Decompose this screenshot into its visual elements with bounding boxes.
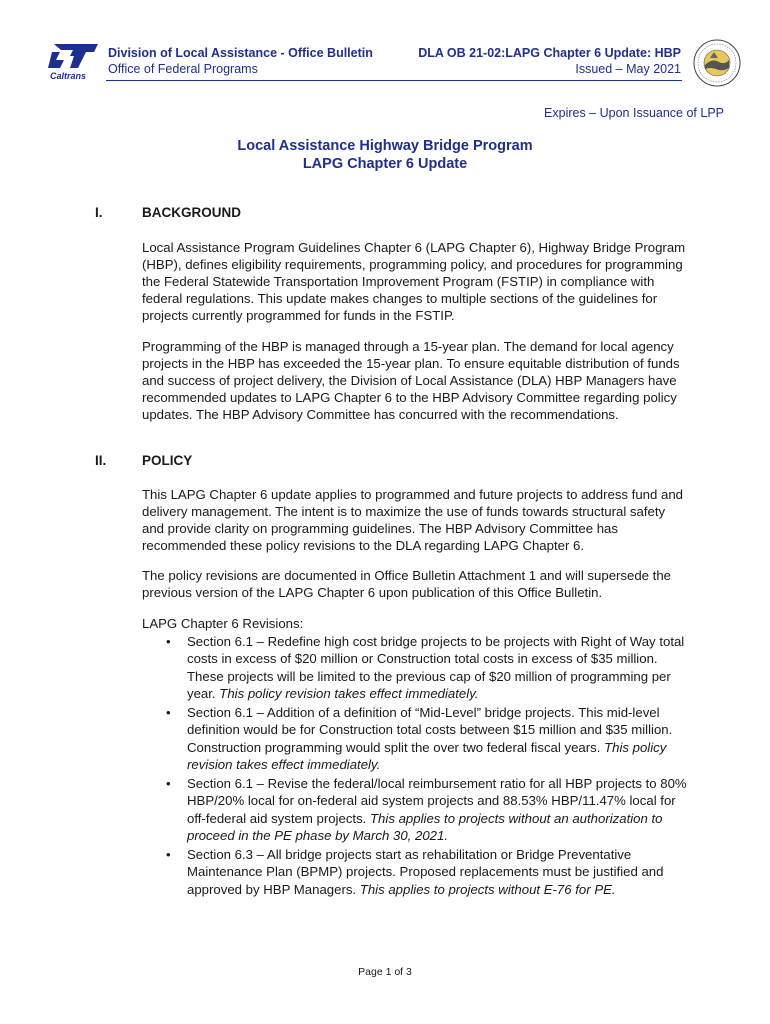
policy-paragraph-2: The policy revisions are documented in Office Bulletin Attachment 1 and will supersede the previous version of the LAPG Chapter 6 upon publication of this Office Bulletin. [142,568,672,600]
page-number: Page 1 of 3 [358,966,412,978]
bulletin-division: Division of Local Assistance - Office Bulletin [108,46,373,60]
header-right [418,45,681,77]
issued-date: Issued – May 2021 [575,62,681,76]
revision-effective-note: This applies to projects without E-76 for PE. [359,881,616,897]
revision-text: Section 6.3 – All bridge projects start as rehabilitation or Bridge Preventative Maintenance Plan (BPMP) projects. Proposed replacements must be justified and approved by HBP Managers. [187,846,664,897]
revision-effective-note: This policy revision takes effect immediately. [187,739,667,772]
section-number-policy: II. [95,453,107,468]
background-paragraph-1: Local Assistance Program Guidelines Chapter 6 (LAPG Chapter 6), Highway Bridge Program (HBP), defines eligibility requirements, programming policy, and procedures for programming the Federal Statewide Transportation Improvement Program (FSTIP) in compliance with federal regulations. This update makes changes to multiple sections of the guidelines for projects currently programmed for funds in the FSTIP. [142,240,686,323]
bullet-icon: • [166,846,171,862]
revisions-list [142,615,690,899]
expiration-notice: Expires – Upon Issuance of LPP [544,106,724,120]
page-title: Local Assistance Highway Bridge Program [237,138,533,154]
section-number-background: I. [95,205,103,220]
state-seal-icon [692,38,742,88]
header-divider [106,80,682,81]
section-heading-background: BACKGROUND [142,205,241,220]
bullet-icon: • [166,704,171,720]
revisions-lead: LAPG Chapter 6 Revisions: [142,616,304,631]
list-item [142,704,690,774]
revision-effective-note: This policy revision takes effect immediately. [219,686,479,701]
bullet-icon: • [166,775,171,791]
revision-text: Section 6.1 – Redefine high cost bridge projects to be projects with Right of Way total costs in excess of $20 million or Construction total costs in excess of $35 million. These projects will be limited to the previous cap of $20 million of programming per year. [187,633,685,701]
page-subtitle: LAPG Chapter 6 Update [302,156,468,172]
caltrans-logo [48,42,100,82]
list-item [142,633,690,703]
section-heading-policy: POLICY [142,453,193,468]
bulletin-id: DLA OB 21-02:LAPG Chapter 6 Update: HBP [418,46,681,60]
policy-paragraph-1: This LAPG Chapter 6 update applies to programmed and future projects to address fund and delivery management. The intent is to maximize the use of funds towards structural safety and provide clarity on programming guidelines. The HBP Advisory Committee has recommended these policy revisions to the DLA regarding LAPG Chapter 6. [142,487,684,553]
bulletin-office: Office of Federal Programs [108,62,258,76]
list-item [142,775,690,845]
revision-text: Section 6.1 – Addition of a definition of “Mid-Level” bridge projects. This mid-level definition would be for Construction total costs between $15 million and $35 million. Construction programming would split the over two federal fiscal years. [187,704,673,755]
revision-effective-note: This applies to projects without an authorization to proceed in the PE phase by March 30, 2021. [187,810,663,843]
revision-text: Section 6.1 – Revise the federal/local reimbursement ratio for all HBP projects to 80% HBP/20% local for on-federal aid system projects and 88.53% HBP/11.47% local for off-federal aid system projects. [187,775,687,826]
list-item [142,846,690,899]
bullet-icon: • [166,633,171,649]
caltrans-logo-text: Caltrans [50,71,87,81]
header-left [108,45,373,77]
background-paragraph-2: Programming of the HBP is managed through a 15-year plan. The demand for local agency projects in the HBP has exceeded the 15-year plan. To ensure equitable distribution of funds and success of project delivery, the Division of Local Assistance (DLA) HBP Managers have recommended updates to LAPG Chapter 6 to the HBP Advisory Committee regarding policy updates. The HBP Advisory Committee has concurred with the recommendations. [142,339,680,422]
